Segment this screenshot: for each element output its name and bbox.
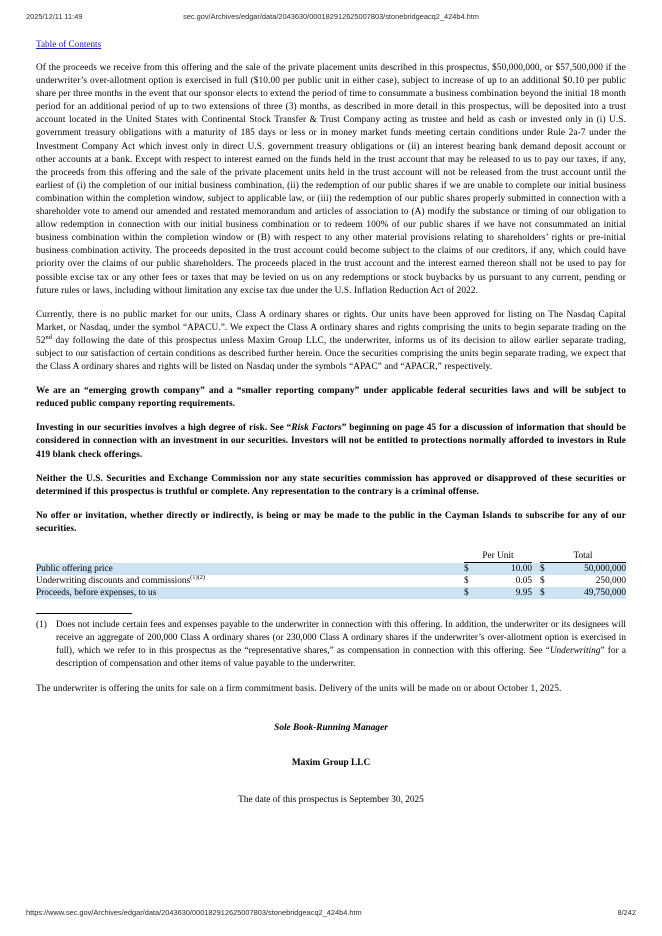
paragraph-delivery-note: The underwriter is offering the units for sale on a firm commitment basis. Delivery of the units will be made on or about October 1, 2025. <box>36 684 562 695</box>
total-value: 49,750,000 <box>554 587 626 599</box>
per-unit-currency: $ <box>464 587 480 599</box>
browser-print-footer <box>0 908 662 922</box>
paragraph-trust-proceeds: Of the proceeds we receive from this offering and the sale of the private placement units described in this prospectus, $50,000,000, or $57,500,000 if the underwriter’s over-allotment option is exercised in full ($10.00 per public unit in either case), subject to increase of up to an additional $0.10 per public share per three months in the event that our sponsor elects to extend the period of time to consummate a business combination beyond the initial 18 month period for an additional period of up to two extensions of three (3) months, as described in more detail in this prospectus, will be deposited into a trust account located in the United States with Continental Stock Transfer & Trust Company acting as trustee and held as cash or invested only in (i) U.S. government treasury obligations with a maturity of 185 days or less or in money market funds meeting certain conditions under Rule 2a-7 under the Investment Company Act which invest only in direct U.S. government treasury obligations or (ii) an interest bearing bank demand deposit account or other accounts at a bank. Except with respect to interest earned on the funds held in the trust account that may be released to us to pay our taxes, if any, the proceeds from this offering and the sale of the private placement units held in the trust account will not be released from the trust account until the earliest of (i) the completion of our initial business combination, (ii) the redemption of our public shares if we are unable to complete our initial business combination within the completion window, subject to applicable law, or (iii) the redemption of our public shares properly submitted in connection with a shareholder vote to amend our amended and restated memorandum and articles of association to (A) modify the substance or timing of our obligation to allow redemption in connection with our initial business combination or to redeem 100% of our public shares if we have not consummated an initial business combination within the completion window or (B) with respect to any other material provisions relating to shareholders’ rights or pre-initial business combination activity. The proceeds deposited in the trust account could become subject to the claims of our creditors, if any, which could have priority over the claims of our public shareholders. The proceeds placed in the trust account and the interest earned thereon shall not be used to pay for possible excise tax or any other fees or taxes that may be levied on us on any redemptions or stock buybacks by us pursuant to any current, pending or future rules or laws, including without limitation any excise tax due under the U.S. Inflation Reduction Act of 2022. <box>36 63 626 296</box>
risk-text-part2: ” beginning on page 45 for a discussion of information that should be considered in connection with an investment in our securities. Investors will not be entitled to protections normally afforded to investors in Rule 419 blank check offerings. <box>36 423 626 460</box>
ordinal-superscript: nd <box>45 333 53 341</box>
pricing-table-container <box>36 550 626 599</box>
total-value: 50,000,000 <box>554 563 626 576</box>
per-unit-currency: $ <box>464 563 480 576</box>
market-text-part1: Currently, there is no public market for our units, Class A ordinary shares or rights. Our units have been approved for listing on The Nasdaq Capital Market, or Nasdaq, under the symbol “APACU.”. We expect the Class A ordinary shares and rights comprising the units to begin separate trading on the 52 <box>36 309 626 346</box>
document-page <box>36 34 626 807</box>
total-currency: $ <box>540 587 554 599</box>
risk-factors-reference: Risk Factors <box>291 423 342 434</box>
header-gap <box>532 550 540 563</box>
footnote-text-part1: Does not include certain fees and expenses payable to the underwriter in connection with this offering. In addition, the underwriter or its designees will receive an aggregate of 200,000 Class A ordinary shares (or 230,000 Class A ordinary shares if the underwriter’s over-allotment option is exercised in full), which we refer to in this prospectus as the “representative shares,” as compensation in connection with this offering. See “ <box>56 620 626 657</box>
sole-book-running-manager-label: Sole Book-Running Manager <box>274 723 388 734</box>
row-label <box>36 587 464 599</box>
footnote-1 <box>36 619 626 671</box>
table-row <box>36 563 626 576</box>
row-label <box>36 575 464 587</box>
row-label-text: Public offering price <box>36 564 113 574</box>
paragraph-cayman-islands-notice: No offer or invitation, whether directly or indirectly, is being or may be made to the public in the Cayman Islands to subscribe for any of our securities. <box>36 510 626 534</box>
column-gap <box>532 587 540 599</box>
total-currency: $ <box>540 575 554 587</box>
column-header-total: Total <box>540 550 626 563</box>
table-header-row <box>36 550 626 563</box>
column-gap <box>532 575 540 587</box>
footnote-text <box>56 619 626 671</box>
offering-price-table <box>36 550 626 599</box>
paragraph-risk-factors <box>36 422 626 461</box>
per-unit-value: 0.05 <box>480 575 532 587</box>
table-row <box>36 575 626 587</box>
paragraph-sec-disclaimer: Neither the U.S. Securities and Exchange Commission nor any state securities commission has approved or disapproved of these securities or determined if this prospectus is truthful or complete. Any representation to the contrary is a criminal offense. <box>36 473 626 497</box>
underwriting-reference: Underwriting <box>549 646 601 657</box>
risk-text-part1: Investing in our securities involves a high degree of risk. See “ <box>36 423 292 434</box>
print-timestamp: 2025/12/11 11:49 <box>26 12 83 21</box>
row-label-superscript: (1)(2) <box>190 573 206 581</box>
column-gap <box>532 563 540 576</box>
print-header-url: sec.gov/Archives/edgar/data/2043630/000182912625007803/stonebridgeacq2_424b4.htm <box>183 12 479 21</box>
column-header-per-unit: Per Unit <box>464 550 532 563</box>
manager-name: Maxim Group LLC <box>291 758 371 769</box>
prospectus-date: The date of this prospectus is September 30, 2025 <box>238 795 424 806</box>
footnote-marker: (1) <box>36 620 47 630</box>
paragraph-market-listing <box>36 309 626 374</box>
footnote-text-part2: ” for a description of compensation and other items of value payable to the underwriter. <box>56 646 626 670</box>
footnote-divider <box>36 613 132 614</box>
table-row <box>36 587 626 599</box>
paragraph-emerging-growth-company: We are an “emerging growth company” and a “smaller reporting company” under applicable federal securities laws and will be subject to reduced public company reporting requirements. <box>36 386 626 410</box>
per-unit-value: 10.00 <box>480 563 532 576</box>
total-currency: $ <box>540 563 554 576</box>
row-label <box>36 563 464 576</box>
per-unit-currency: $ <box>464 575 480 587</box>
per-unit-value: 9.95 <box>480 587 532 599</box>
table-of-contents-link[interactable]: Table of Contents <box>36 39 102 49</box>
total-value: 250,000 <box>554 575 626 587</box>
market-text-part2: day following the date of this prospectus unless Maxim Group LLC, the underwriter, informs us of its decision to allow earlier separate trading, subject to our satisfaction of certain conditions as described further herein. Once the securities comprising the units begin separate trading, we expect that the Class A ordinary shares and rights will be listed on Nasdaq under the symbols “APAC” and “APACR,” respectively. <box>36 335 626 373</box>
header-blank-label <box>36 550 464 563</box>
browser-print-header <box>0 12 662 26</box>
print-page-indicator: 8/242 <box>617 908 636 917</box>
print-footer-url: https://www.sec.gov/Archives/edgar/data/2043630/000182912625007803/stonebridgeacq2_424b4.htm <box>26 908 362 917</box>
row-label-text: Proceeds, before expenses, to us <box>36 588 157 598</box>
row-label-text: Underwriting discounts and commissions <box>36 576 191 586</box>
